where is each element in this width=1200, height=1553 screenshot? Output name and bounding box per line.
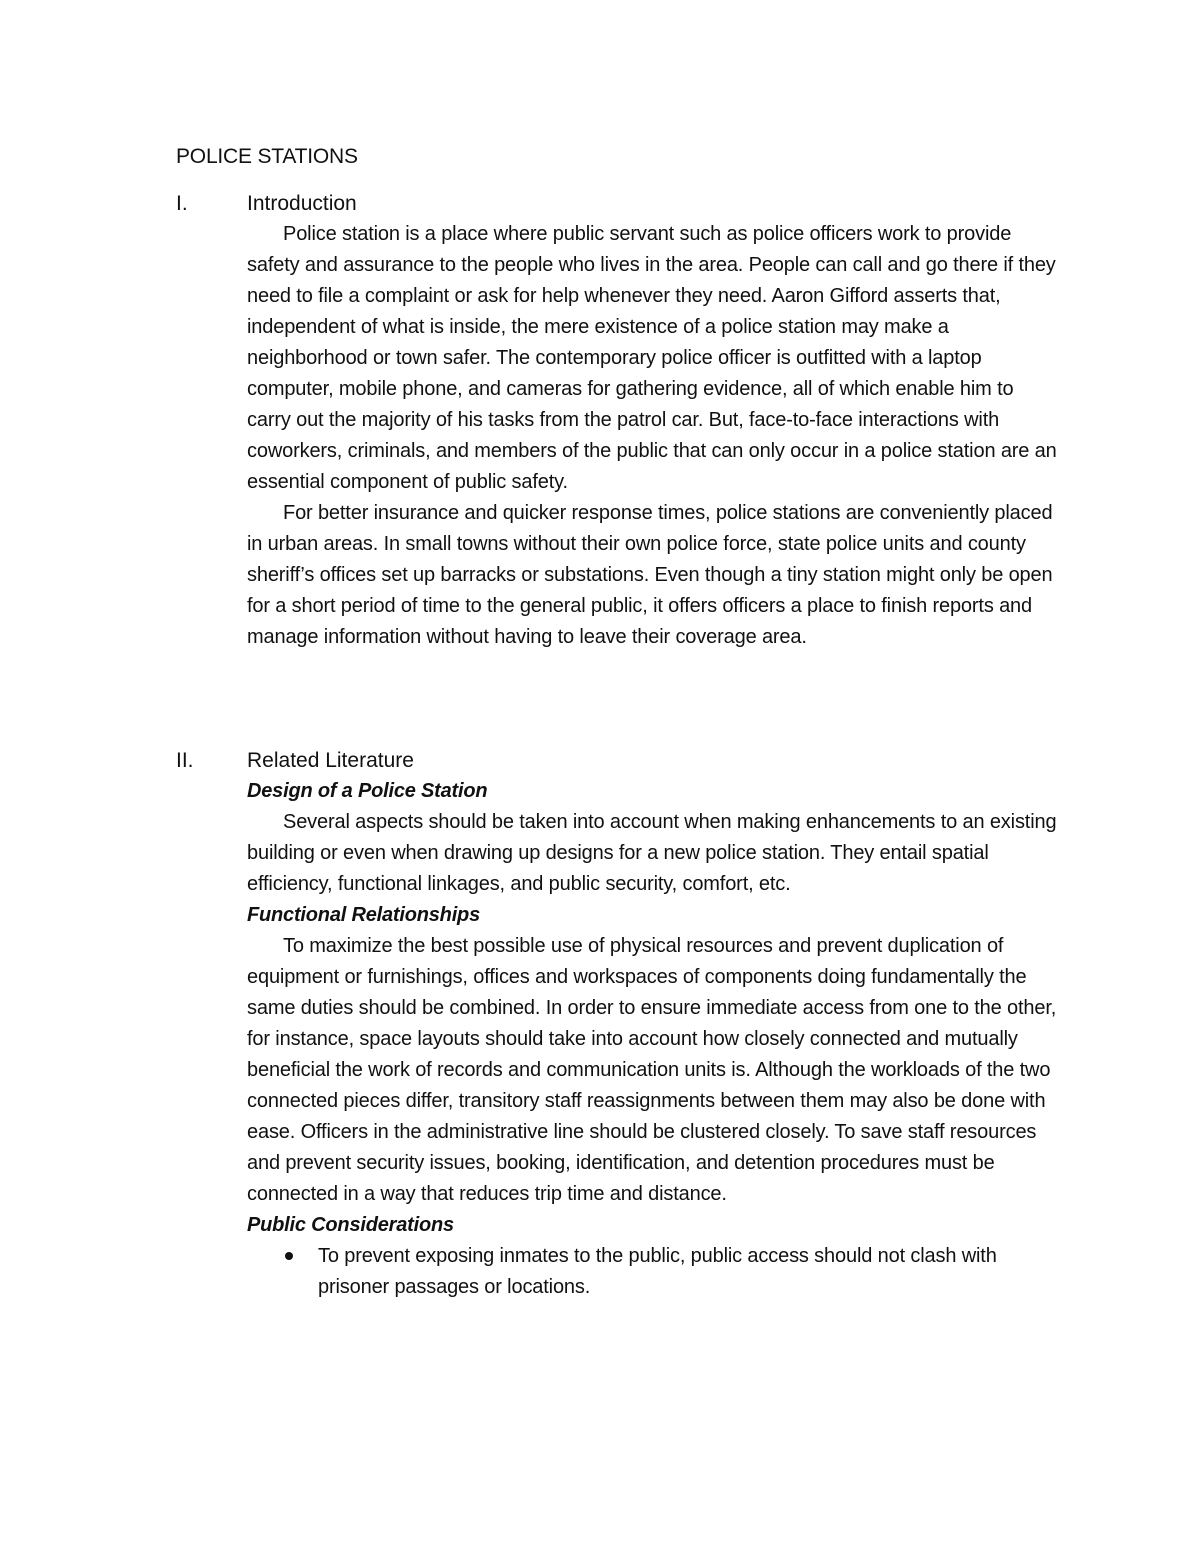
- section-body: [247, 219, 1062, 653]
- subsection-heading-functional: Functional Relationships: [247, 904, 480, 926]
- section-heading: [176, 745, 1066, 776]
- section-related-literature: [176, 745, 1066, 1303]
- section-introduction: [176, 188, 1066, 653]
- list-item-text: To prevent exposing inmates to the public, public access should not clash with prisoner passages or locations.: [318, 1245, 997, 1298]
- section-heading: [176, 188, 1066, 219]
- section-body: [247, 776, 1062, 1303]
- paragraph: To maximize the best possible use of physical resources and prevent duplication of equipment or furnishings, offices and workspaces of components doing fundamentally the same duties should be combined. In order to ensure immediate access from one to the other, for instance, space layouts should take into account how closely connected and mutually beneficial the work of records and communication units is. Although the workloads of the two connected pieces differ, transitory staff reassignments between them may also be done with ease. Officers in the administrative line should be clustered closely. To save staff resources and prevent security issues, booking, identification, and detention procedures must be connected in a way that reduces trip time and distance.: [247, 935, 1057, 1205]
- bullet-icon: [285, 1252, 293, 1260]
- subsection-heading-design: Design of a Police Station: [247, 780, 488, 802]
- subsection-heading-public: Public Considerations: [247, 1214, 454, 1236]
- bullet-list: [247, 1241, 1062, 1303]
- section-number: II.: [176, 749, 194, 772]
- document-title: POLICE STATIONS: [176, 145, 358, 168]
- paragraph: For better insurance and quicker response times, police stations are conveniently placed in urban areas. In small towns without their own police force, state police units and county sheriff’s offices set up barracks or substations. Even though a tiny station might only be open for a short period of time to the general public, it offers officers a place to finish reports and manage information without having to leave their coverage area.: [247, 502, 1053, 648]
- paragraph: Police station is a place where public servant such as police officers work to provide safety and assurance to the people who lives in the area. People can call and go there if they need to file a complaint or ask for help whenever they need. Aaron Gifford asserts that, independent of what is inside, the mere existence of a police station may make a neighborhood or town safer. The contemporary police officer is outfitted with a laptop computer, mobile phone, and cameras for gathering evidence, all of which enable him to carry out the majority of his tasks from the patrol car. But, face-to-face interactions with coworkers, criminals, and members of the public that can only occur in a police station are an essential component of public safety.: [247, 223, 1057, 493]
- list-item: [247, 1241, 1062, 1303]
- paragraph: Several aspects should be taken into account when making enhancements to an existing building or even when drawing up designs for a new police station. They entail spatial efficiency, functional linkages, and public security, comfort, etc.: [247, 811, 1057, 895]
- section-title: Introduction: [247, 192, 357, 215]
- section-number: I.: [176, 192, 188, 215]
- section-title: Related Literature: [247, 749, 414, 772]
